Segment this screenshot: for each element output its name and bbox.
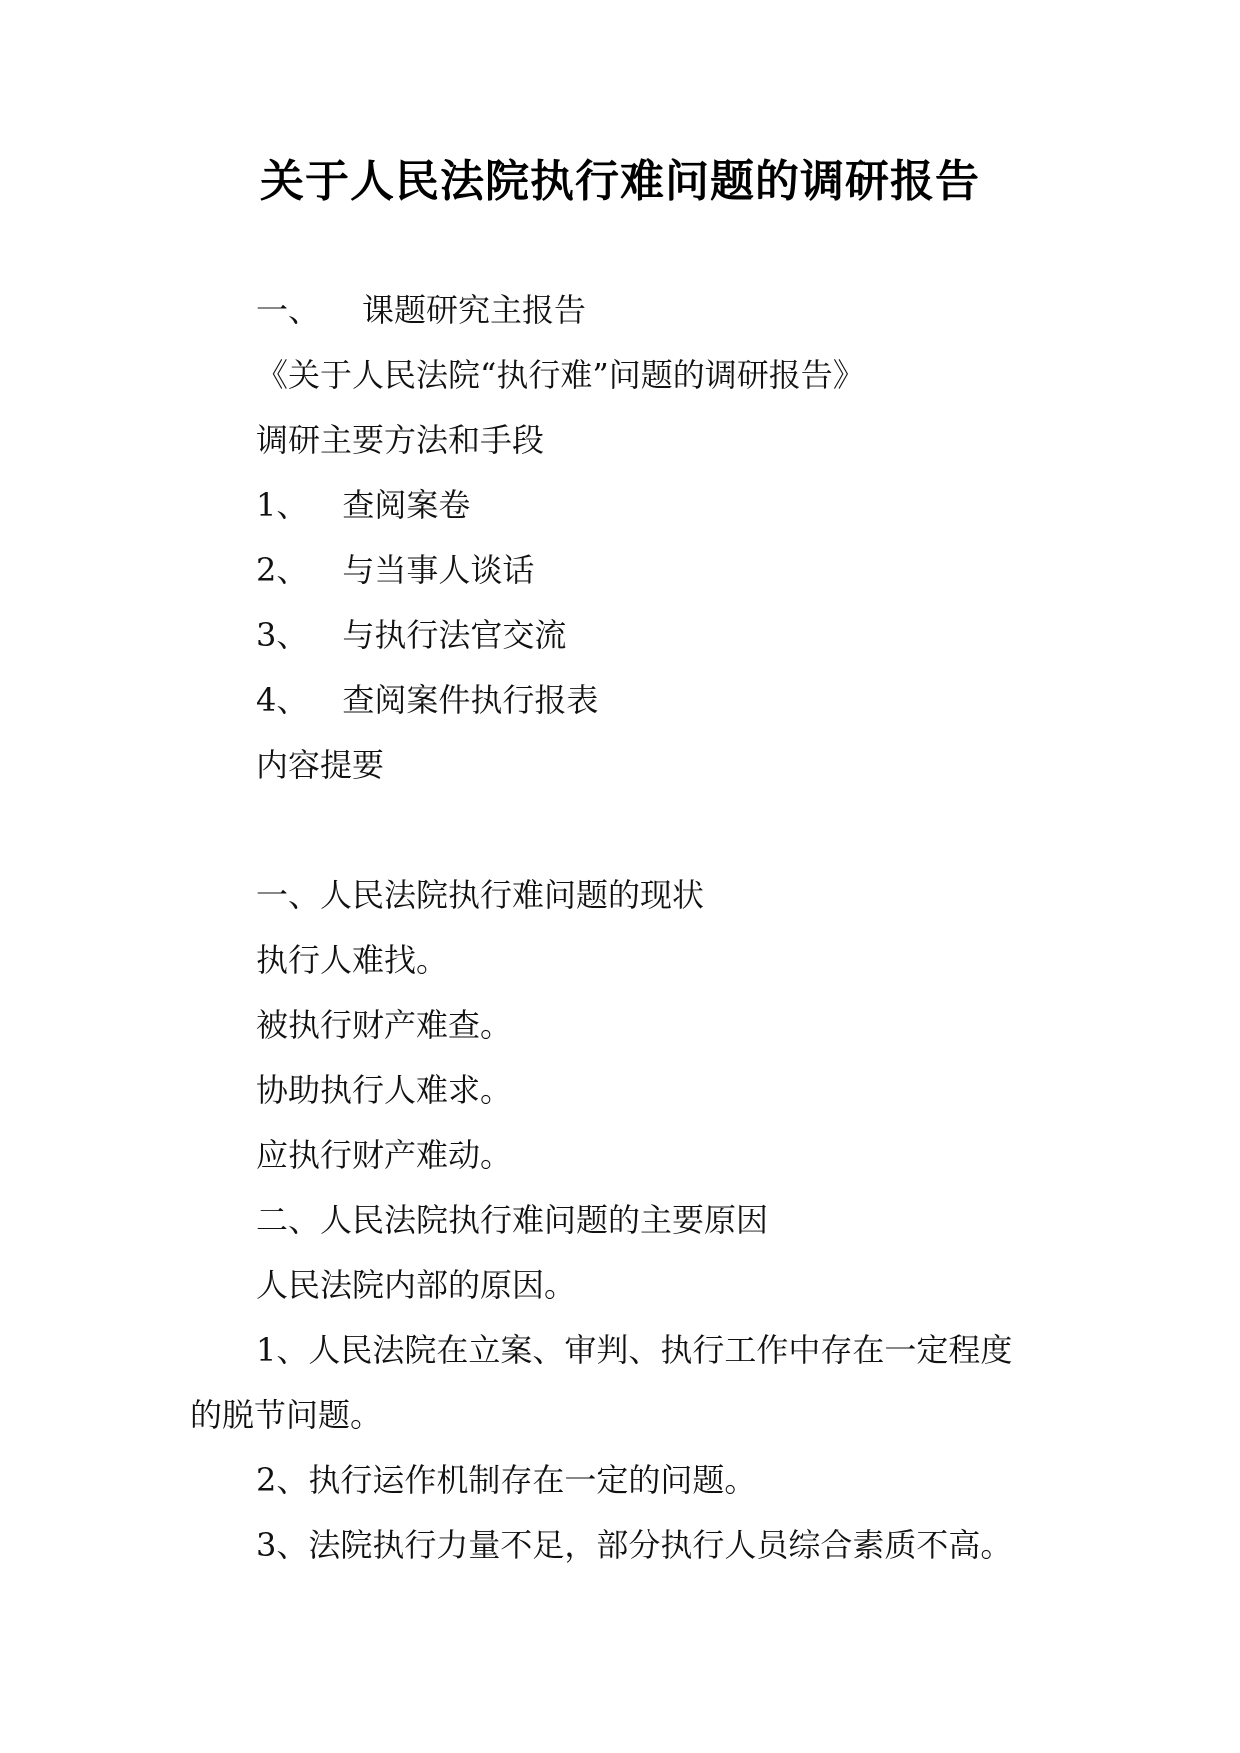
method-number: 2、 [256, 551, 309, 589]
causes-heading: 二、人民法院执行难问题的主要原因 [256, 1201, 769, 1239]
method-text: 与执行法官交流 [342, 616, 567, 654]
section-one-heading [256, 287, 586, 333]
status-heading: 一、人民法院执行难问题的现状 [256, 876, 705, 914]
status-item: 被执行财产难查。 [256, 1006, 513, 1044]
method-text: 查阅案件执行报表 [342, 681, 599, 719]
internal-heading: 人民法院内部的原因。 [256, 1266, 577, 1304]
method-text: 查阅案卷 [342, 486, 471, 524]
methods-heading: 调研主要方法和手段 [256, 421, 545, 459]
internal-item-first-line: 1、人民法院在立案、审判、执行工作中存在一定程度 [256, 1331, 1013, 1369]
method-item [256, 677, 598, 723]
status-item: 执行人难找。 [256, 941, 449, 979]
method-number: 3、 [256, 616, 309, 654]
section-one-marker: 一、 [256, 291, 321, 329]
method-item [256, 482, 470, 528]
status-item: 协助执行人难求。 [256, 1071, 513, 1109]
method-text: 与当事人谈话 [342, 551, 535, 589]
internal-item-continuation: 的脱节问题。 [190, 1396, 383, 1434]
document-title: 关于人民法院执行难问题的调研报告 [260, 156, 980, 207]
report-name: 《关于人民法院“执行难”问题的调研报告》 [256, 356, 865, 394]
section-one-title: 课题研究主报告 [362, 291, 587, 329]
method-number: 4、 [256, 681, 309, 719]
status-item: 应执行财产难动。 [256, 1136, 513, 1174]
summary-heading: 内容提要 [256, 746, 385, 784]
method-number: 1、 [256, 486, 309, 524]
internal-item: 3、法院执行力量不足，部分执行人员综合素质不高。 [256, 1526, 1013, 1564]
internal-item: 2、执行运作机制存在一定的问题。 [256, 1461, 757, 1499]
method-item [256, 612, 566, 658]
method-item [256, 547, 534, 593]
